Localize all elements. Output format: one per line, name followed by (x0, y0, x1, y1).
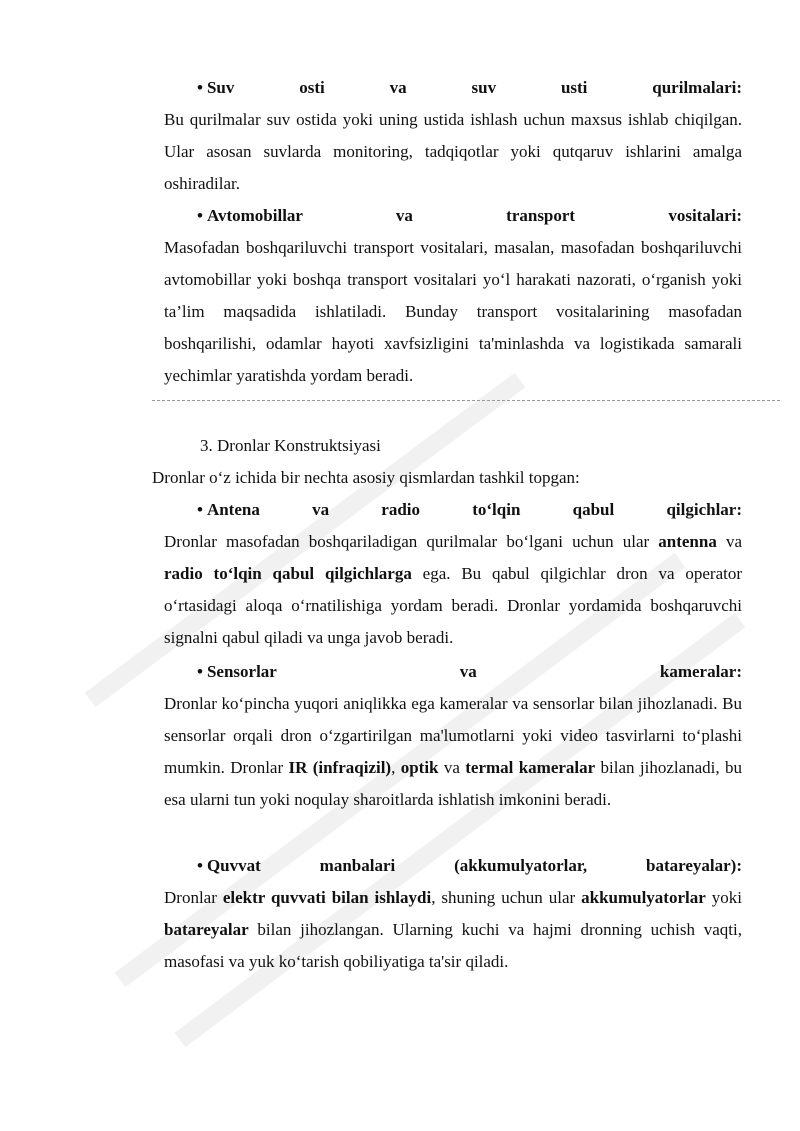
heading-text: Quvvat manbalari (akkumulyatorlar, batareyalar): (206, 856, 742, 875)
heading-text: Sensorlar va kameralar: (206, 662, 742, 681)
text-run: yoki (705, 888, 742, 907)
text-run: , (391, 758, 401, 777)
bullet-heading-underwater-devices (197, 72, 742, 104)
bullet-heading-vehicles (197, 200, 742, 232)
text-run: Dronlar ko‘pincha yuqori aniqlikka ega kameralar va sensorlar bilan jihozlanadi. Bu sensorlar orqali dron o‘zgartirilgan ma'lumotlarni yoki video tasvirlarni to‘plashi mumkin. Dronlar (164, 694, 742, 777)
bold-term: elektr quvvati bilan ishlaydi (222, 888, 432, 907)
bold-term: antenna (658, 532, 717, 551)
heading-text: Suv osti va suv usti qurilmalari: (206, 78, 742, 97)
paragraph-power-sources (164, 882, 742, 978)
heading-text: Avtomobillar va transport vositalari: (206, 206, 742, 225)
section-title: 3. Dronlar Konstruktsiyasi (200, 436, 381, 455)
paragraph-underwater-devices (164, 104, 742, 200)
text-run: , shuning uchun ular (431, 888, 582, 907)
paragraph-sensors (164, 688, 742, 816)
bullet-icon: • (197, 500, 203, 519)
bullet-icon: • (197, 78, 203, 97)
paragraph-vehicles (164, 232, 742, 392)
bullet-icon: • (197, 206, 203, 225)
bold-term: IR (infraqizil) (288, 758, 392, 777)
bullet-heading-sensors (197, 656, 742, 688)
paragraph-text: Masofadan boshqariluvchi transport vositalari, masalan, masofadan boshqariluvchi avtomobillar yoki boshqa transport vositalari yo‘l harakati nazorati, o‘rganish yoki ta’lim maqsadida ishlatiladi. Bunday transport vositalarining masofadan boshqarilishi, odamlar hayoti xavfsizligini ta'minlashda va logistikada samarali yechimlar yaratishda yordam beradi. (164, 238, 742, 385)
paragraph-text: Bu qurilmalar suv ostida yoki uning ustida ishlash uchun maxsus ishlab chiqilgan. Ular asosan suvlarda monitoring, tadqiqotlar yoki qutqaruv ishlarini amalga oshiradilar. (164, 110, 742, 193)
text-run: bilan jihozlangan. Ularning kuchi va hajmi dronning uchish vaqti, masofasi va yuk ko‘tarish qobiliyatiga ta'sir qiladi. (164, 920, 742, 971)
text-run: Dronlar masofadan boshqariladigan qurilmalar bo‘lgani uchun ular (164, 532, 659, 551)
bullet-heading-power-sources (197, 850, 742, 882)
bold-term: termal kameralar (465, 758, 596, 777)
section-intro: Dronlar o‘z ichida bir nechta asosiy qismlardan tashkil topgan: (152, 468, 580, 487)
bold-term: radio to‘lqin qabul qilgichlarga (164, 564, 412, 583)
bold-term: optik (400, 758, 439, 777)
text-run: bilan jihozlanadi, bu esa ularni tun yoki noqulay sharoitlarda ishlatish imkonini beradi. (164, 758, 743, 809)
paragraph-antenna (164, 526, 742, 654)
bold-term: batareyalar (164, 920, 249, 939)
text-run: Dronlar (164, 888, 223, 907)
page-divider (152, 400, 780, 401)
bold-term: akkumulyatorlar (581, 888, 706, 907)
bullet-icon: • (197, 662, 203, 681)
text-run: va (438, 758, 466, 777)
bullet-heading-antenna (197, 494, 742, 526)
text-run: va (716, 532, 742, 551)
heading-text: Antena va radio to‘lqin qabul qilgichlar: (206, 500, 742, 519)
text-run: ega. Bu qabul qilgichlar dron va operator o‘rtasidagi aloqa o‘rnatilishiga yordam beradi. Dronlar yordamida boshqaruvchi signalni qabul qiladi va unga javob beradi. (164, 564, 742, 647)
bullet-icon: • (197, 856, 203, 875)
